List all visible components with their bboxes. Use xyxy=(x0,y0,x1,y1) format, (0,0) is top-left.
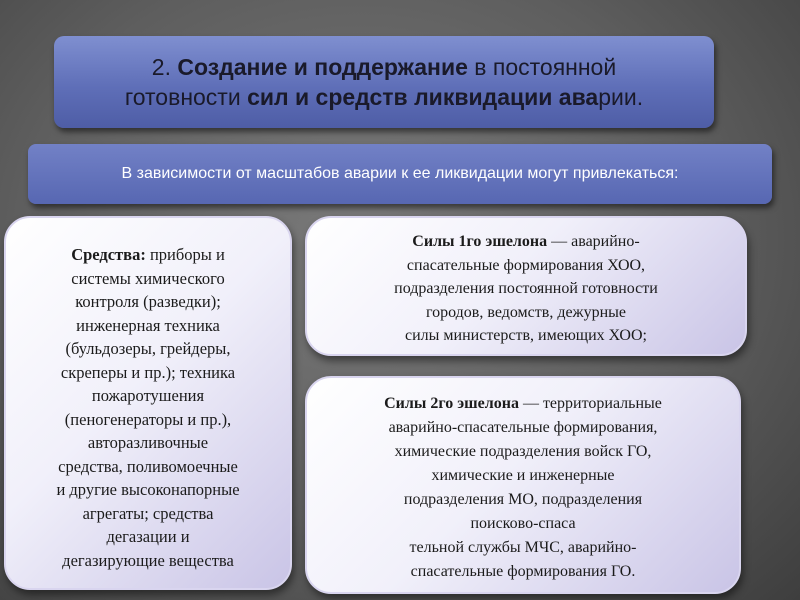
second-echelon-line: химические подразделения войск ГО, xyxy=(394,443,652,460)
slide-title xyxy=(54,36,714,128)
means-line: средства, поливомоечные xyxy=(58,456,238,476)
means-first-line xyxy=(6,243,290,267)
means-line: скреперы и пр.); техника xyxy=(60,362,236,382)
means-line: агрегаты; средства xyxy=(82,503,214,523)
means-line: пожаротушения xyxy=(91,386,205,405)
means-heading: Средства: xyxy=(71,245,146,264)
first-echelon-line: спасательные формирования ХОО, xyxy=(406,256,646,274)
title-plain-3: рии. xyxy=(598,84,644,110)
means-line: системы химического xyxy=(71,268,225,288)
means-first-line-rest: приборы и xyxy=(145,245,225,264)
first-echelon-first-line-rest: — аварийно- xyxy=(547,233,640,250)
first-echelon-card xyxy=(305,216,747,356)
means-line: и другие высоконапорные xyxy=(56,480,240,499)
subtitle-text: В зависимости от масштабов аварии к ее ликвидации могут привлекаться: xyxy=(121,165,679,182)
means-line: дегазирующие вещества xyxy=(62,550,234,570)
second-echelon-card xyxy=(305,376,741,594)
means-line: авторазливочные xyxy=(87,433,209,452)
first-echelon-line: подразделения постоянной готовности xyxy=(394,280,658,297)
second-echelon-line: аварийно-спасательные формирования, xyxy=(388,419,658,436)
title-plain-2: готовности xyxy=(124,84,248,110)
second-echelon-line: поисково-спаса xyxy=(470,515,576,532)
second-echelon-heading: Силы 2го эшелона xyxy=(384,395,519,412)
first-echelon-heading: Силы 1го эшелона xyxy=(412,233,548,250)
title-bold-1: Создание и поддержание xyxy=(177,54,468,80)
means-line: (пеногенераторы и пр.), xyxy=(64,409,232,429)
second-echelon-first-line xyxy=(307,392,739,416)
means-card xyxy=(4,216,292,590)
means-line: (бульдозеры, грейдеры, xyxy=(65,339,231,358)
means-line: инженерная техника xyxy=(76,315,220,335)
second-echelon-first-line-rest: — территориальные xyxy=(518,395,662,412)
slide-title-text xyxy=(125,52,643,112)
second-echelon-line: тельной службы МЧС, аварийно- xyxy=(409,539,637,556)
means-line: контроля (разведки); xyxy=(75,292,221,311)
first-echelon-line: силы министерств, имеющих ХОО; xyxy=(405,327,647,344)
subtitle-banner xyxy=(28,144,772,204)
second-echelon-line: спасательные формирования ГО. xyxy=(410,563,636,580)
title-bold-2: сил и средств ликвидации ава xyxy=(247,84,599,110)
second-echelon-line: подразделения МО, подразделения xyxy=(403,491,643,508)
title-plain-1: в постоянной xyxy=(467,54,617,80)
first-echelon-line: городов, ведомств, дежурные xyxy=(425,303,627,321)
title-number: 2. xyxy=(151,54,178,80)
means-line: дегазации и xyxy=(106,527,190,546)
second-echelon-line: химические и инженерные xyxy=(431,467,615,484)
first-echelon-first-line xyxy=(307,230,745,254)
